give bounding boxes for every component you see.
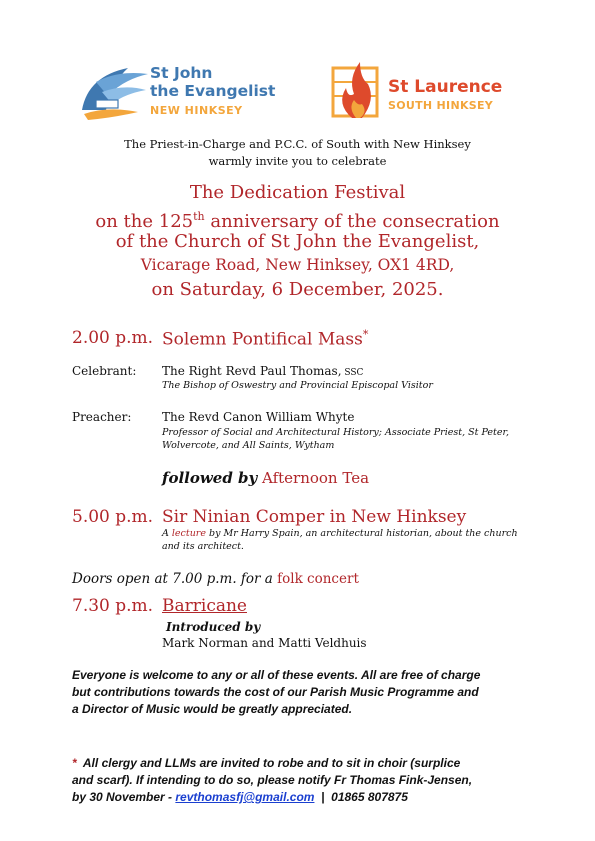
lecture-time: 5.00 p.m.	[72, 507, 154, 527]
followed-by-line	[162, 469, 369, 487]
concert-names: Mark Norman and Matti Veldhuis	[162, 636, 367, 650]
footnote-line1	[72, 755, 460, 772]
invitation-line2: warmly invite you to celebrate	[208, 154, 387, 168]
concert-time: 7.30 p.m.	[72, 596, 154, 616]
concert-intro: Introduced by	[166, 620, 261, 634]
preacher-label: Preacher:	[72, 410, 132, 424]
title-line4: Vicarage Road, New Hinksey, OX1 4RD,	[140, 256, 455, 274]
welcome-line3: a Director of Music would be greatly appreciated.	[72, 702, 353, 716]
invitation-line1: The Priest-in-Charge and P.C.C. of South with New Hinksey	[124, 137, 471, 151]
celebrant-name-text: The Right Revd Paul Thomas,	[162, 364, 342, 378]
footnote-text1: All clergy and LLMs are invited to robe and to sit in choir (surplice	[76, 756, 461, 770]
mass-title	[162, 328, 368, 350]
title-line5: on Saturday, 6 December, 2025.	[151, 279, 444, 300]
lecture-desc-a: A	[162, 528, 172, 539]
flame-icon	[330, 60, 382, 120]
footnote-phone: | 01865 807875	[314, 790, 408, 804]
concert-title: Barricane	[162, 596, 247, 616]
footnote-star: *	[72, 756, 77, 770]
st-john-logo	[78, 62, 298, 124]
celebrant-label: Celebrant:	[72, 364, 137, 378]
st-john-logo-line3: NEW HINKSEY	[150, 104, 243, 117]
lecture-word: lecture	[171, 528, 206, 539]
st-laurence-logo-line2: SOUTH HINKSEY	[388, 99, 494, 112]
welcome-line2: but contributions towards the cost of our Parish Music Programme and	[72, 685, 479, 699]
celebrant-name	[162, 364, 363, 378]
doors-open-text: Doors open at 7.00 p.m. for a	[72, 571, 278, 587]
mass-asterisk: *	[362, 328, 369, 341]
lecture-desc-b: by Mr Harry Spain, an architectural historian, about the church	[205, 528, 518, 539]
preacher-desc-line1: Professor of Social and Architectural History; Associate Priest, St Peter,	[162, 427, 510, 438]
lecture-title: Sir Ninian Comper in New Hinksey	[162, 507, 467, 527]
preacher-desc-line2: Wolvercote, and All Saints, Wytham	[162, 440, 335, 451]
footnote-by-date: by 30 November -	[72, 790, 176, 804]
doors-open-line	[72, 571, 359, 587]
st-john-logo-line1: St John	[150, 64, 213, 82]
st-laurence-logo-line1: St Laurence	[388, 77, 503, 97]
title-line3: of the Church of St John the Evangelist,	[115, 231, 480, 252]
title-line2-pre: on the 125	[95, 211, 194, 232]
email-link[interactable]: revthomasfj@gmail.com	[175, 790, 315, 804]
title-line2-sup: th	[193, 210, 205, 223]
welcome-line1: Everyone is welcome to any or all of these events. All are free of charge	[72, 668, 481, 682]
st-john-emblem-icon	[78, 62, 150, 122]
footnote-line3	[72, 789, 408, 806]
mass-title-text: Solemn Pontifical Mass	[162, 329, 363, 350]
afternoon-tea: Afternoon Tea	[262, 469, 370, 487]
followed-by-text: followed by	[162, 469, 258, 487]
st-laurence-logo	[330, 60, 530, 122]
st-john-logo-line2: the Evangelist	[150, 82, 276, 100]
celebrant-desc: The Bishop of Oswestry and Provincial Episcopal Visitor	[162, 380, 433, 391]
footnote-line2: and scarf). If intending to do so, please notify Fr Thomas Fink-Jensen,	[72, 773, 473, 787]
celebrant-suffix: SSC	[341, 368, 364, 378]
preacher-name: The Revd Canon William Whyte	[162, 410, 355, 424]
title-line2-post: anniversary of the consecration	[204, 211, 500, 232]
mass-time: 2.00 p.m.	[72, 328, 154, 348]
title-line1: The Dedication Festival	[189, 182, 406, 203]
folk-concert: folk concert	[277, 571, 359, 587]
lecture-desc-line1	[162, 528, 518, 540]
title-line2	[0, 205, 595, 233]
lecture-desc-line2: and its architect.	[162, 541, 244, 552]
